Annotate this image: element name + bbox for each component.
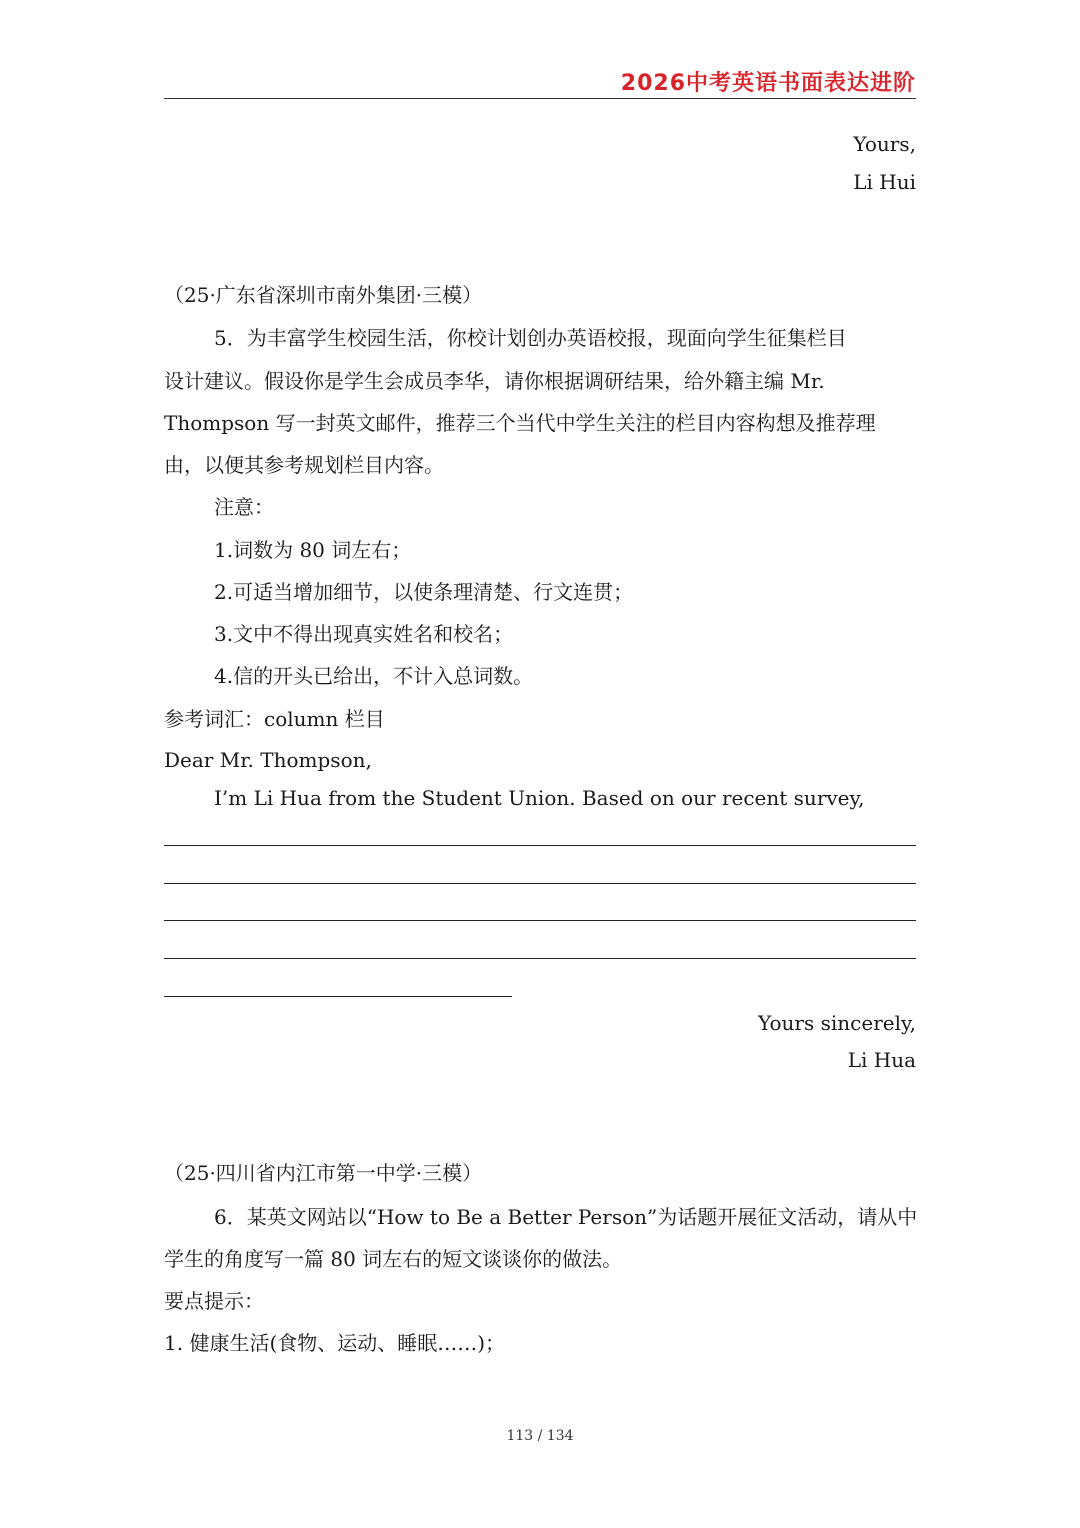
- q5-prompt-line: Thompson 写一封英文邮件，推荐三个当代中学生关注的栏目内容构想及推荐理: [164, 411, 876, 435]
- q6-prompt-line: 6．某英文网站以“How to Be a Better Person”为话题开展征文活动，请从中: [214, 1205, 918, 1229]
- q5-opening: I’m Li Hua from the Student Union. Based on our recent survey,: [214, 786, 865, 810]
- answer-blank-line[interactable]: [164, 920, 916, 921]
- q6-source: （25·四川省内江市第一中学·三模）: [164, 1161, 483, 1185]
- prev-signature: Li Hui: [853, 170, 916, 194]
- q6-tip: 1. 健康生活(食物、运动、睡眠……)；: [164, 1331, 506, 1355]
- q6-tips-title: 要点提示：: [164, 1289, 264, 1313]
- header-title: 2026中考英语书面表达进阶: [620, 71, 916, 96]
- q5-note: 2.可适当增加细节，以使条理清楚、行文连贯；: [214, 580, 634, 604]
- page-number: 113 / 134: [506, 1428, 574, 1444]
- answer-blank-line[interactable]: [164, 996, 512, 997]
- prev-closing: Yours,: [853, 132, 916, 156]
- q5-note: 3.文中不得出现真实姓名和校名；: [214, 622, 514, 646]
- q5-greeting: Dear Mr. Thompson,: [164, 748, 372, 772]
- q5-note: 1.词数为 80 词左右；: [214, 538, 412, 562]
- q5-note: 4.信的开头已给出，不计入总词数。: [214, 664, 534, 688]
- q5-prompt-line: 5．为丰富学生校园生活，你校计划创办英语校报，现面向学生征集栏目: [214, 326, 847, 350]
- answer-blank-line[interactable]: [164, 845, 916, 846]
- q5-prompt-line: 由，以便其参考规划栏目内容。: [164, 453, 444, 477]
- q5-closing: Yours sincerely,: [758, 1011, 916, 1035]
- q5-vocab: 参考词汇：column 栏目: [164, 707, 385, 731]
- header-divider: [164, 98, 916, 99]
- answer-blank-line[interactable]: [164, 883, 916, 884]
- q5-signature: Li Hua: [847, 1048, 916, 1072]
- q5-prompt-line: 设计建议。假设你是学生会成员李华，请你根据调研结果，给外籍主编 Mr.: [164, 369, 825, 393]
- q6-prompt-line: 学生的角度写一篇 80 词左右的短文谈谈你的做法。: [164, 1247, 623, 1271]
- answer-blank-line[interactable]: [164, 958, 916, 959]
- q5-source: （25·广东省深圳市南外集团·三模）: [164, 283, 483, 307]
- q5-notes-title: 注意：: [214, 495, 274, 519]
